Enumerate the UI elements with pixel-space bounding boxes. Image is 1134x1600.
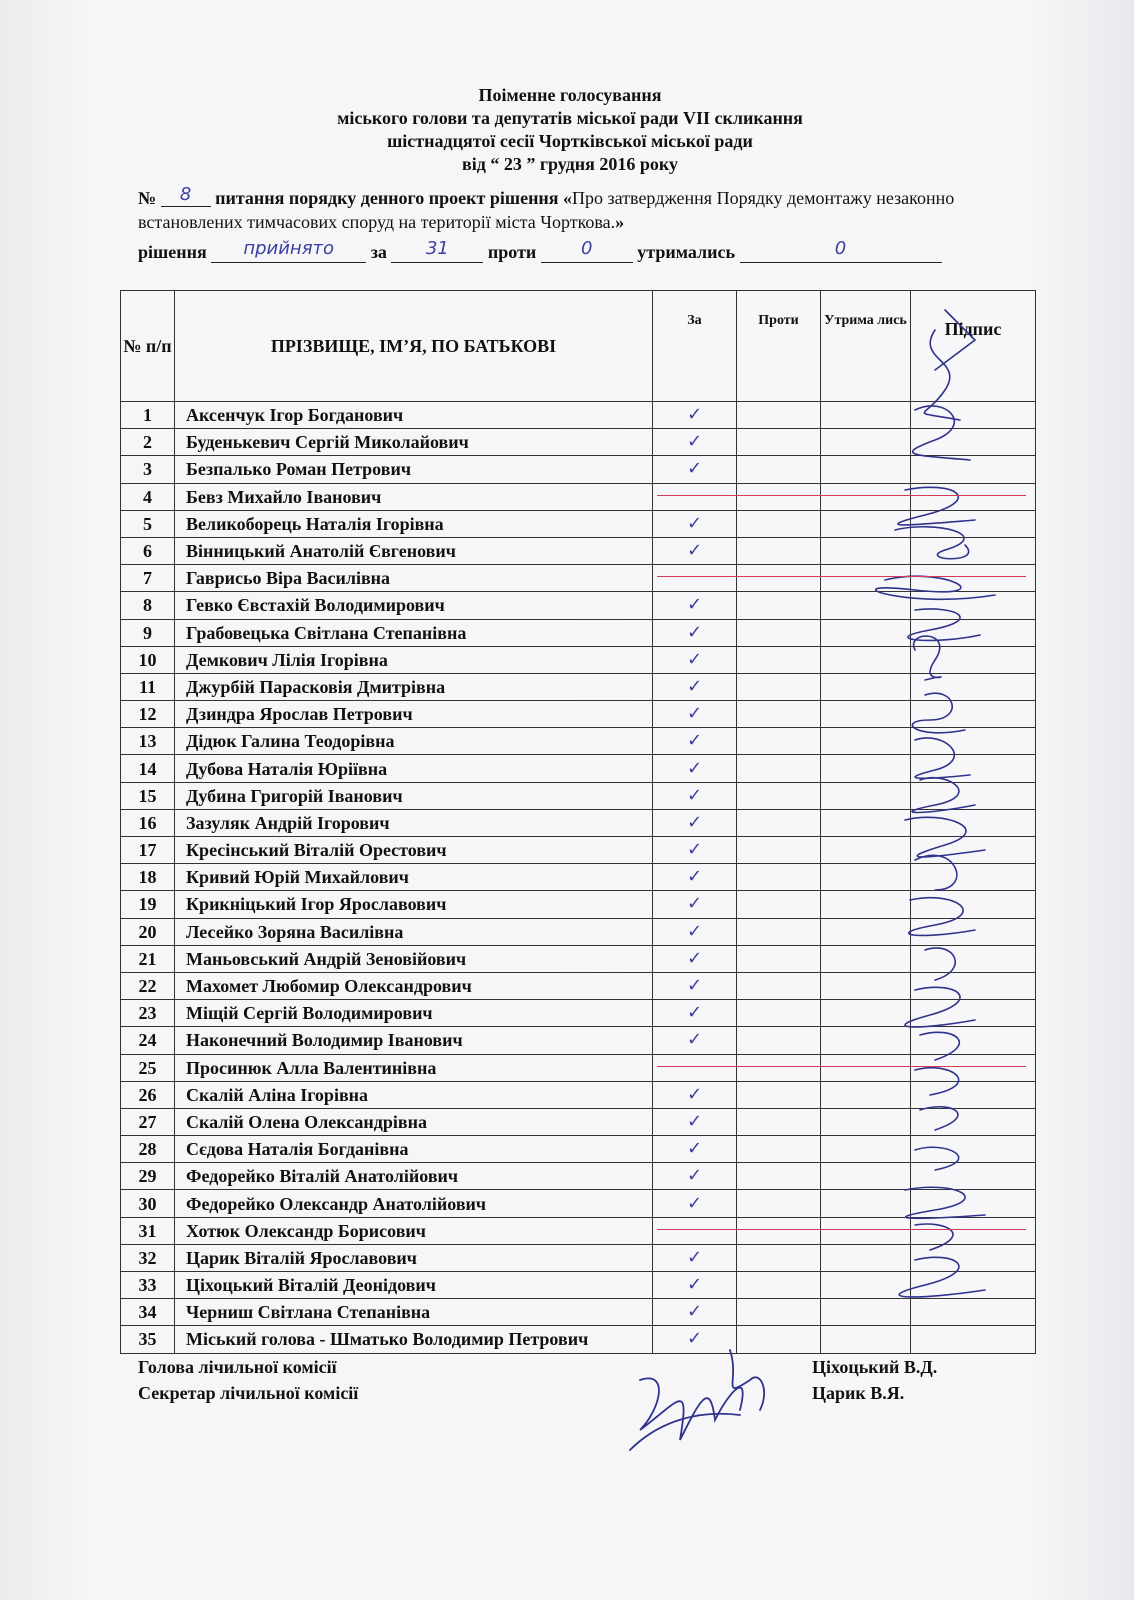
row-number: 23 [121, 1000, 175, 1027]
row-number: 24 [121, 1027, 175, 1054]
check-mark-icon: ✓ [686, 1192, 703, 1214]
row-number: 13 [121, 728, 175, 755]
vote-za-cell [653, 1190, 737, 1217]
proty-label: проти [487, 242, 537, 262]
vote-za-cell [653, 619, 737, 646]
check-mark-icon: ✓ [686, 1002, 703, 1024]
vote-za-cell [653, 1272, 737, 1299]
check-mark-icon: ✓ [686, 1274, 703, 1296]
check-mark-icon: ✓ [686, 811, 703, 833]
check-mark-icon: ✓ [686, 703, 703, 725]
vote-proty-cell [737, 782, 821, 809]
deputy-name: Царик Віталій Ярославович [175, 1244, 653, 1271]
commission-signatures-image [620, 1340, 790, 1460]
row-number: 18 [121, 864, 175, 891]
deputy-name: Зазуляк Андрій Ігорович [175, 809, 653, 836]
row-number: 31 [121, 1217, 175, 1244]
deputy-name: Міський голова - Шматько Володимир Петрович [175, 1326, 653, 1353]
check-mark-icon: ✓ [686, 404, 703, 426]
row-number: 4 [121, 483, 175, 510]
vote-za-cell [653, 891, 737, 918]
check-mark-icon: ✓ [686, 893, 703, 915]
absent-strike-line [657, 495, 1026, 496]
vote-za-cell [653, 864, 737, 891]
row-number: 5 [121, 510, 175, 537]
vote-za-cell [653, 1054, 737, 1081]
row-number: 21 [121, 945, 175, 972]
vote-proty-cell [737, 1081, 821, 1108]
row-number: 19 [121, 891, 175, 918]
row-number: 12 [121, 701, 175, 728]
deputy-name: Аксенчук Ігор Богданович [175, 402, 653, 429]
vote-za-cell [653, 1217, 737, 1244]
vote-za-cell [653, 673, 737, 700]
vote-proty-cell [737, 1054, 821, 1081]
vote-za-cell [653, 402, 737, 429]
absent-strike-line [657, 1229, 1026, 1230]
row-number: 26 [121, 1081, 175, 1108]
vote-proty-cell [737, 1108, 821, 1135]
check-mark-icon: ✓ [686, 1110, 703, 1132]
vote-proty-cell [737, 1000, 821, 1027]
vote-proty-cell [737, 673, 821, 700]
vote-za-cell [653, 918, 737, 945]
deputy-name: Гаврисьо Віра Василівна [175, 565, 653, 592]
check-mark-icon: ✓ [686, 458, 703, 480]
row-number: 25 [121, 1054, 175, 1081]
deputy-name: Крикніцький Ігор Ярославович [175, 891, 653, 918]
vote-za-cell [653, 837, 737, 864]
check-mark-icon: ✓ [686, 920, 703, 942]
row-number: 32 [121, 1244, 175, 1271]
deputy-name: Скалій Олена Олександрівна [175, 1108, 653, 1135]
row-number: 14 [121, 755, 175, 782]
row-number: 1 [121, 402, 175, 429]
deputy-name: Хотюк Олександр Борисович [175, 1217, 653, 1244]
vote-proty-cell [737, 972, 821, 999]
za-label: за [370, 242, 387, 262]
row-number: 16 [121, 809, 175, 836]
col-header-name: ПРІЗВИЩЕ, ІМ’Я, ПО БАТЬКОВІ [175, 291, 653, 402]
check-mark-icon: ✓ [686, 675, 703, 697]
vote-za-cell [653, 945, 737, 972]
header-line-3: шістнадцятої сесії Чортківської міської ради [387, 131, 753, 151]
vote-proty-cell [737, 701, 821, 728]
utr-value: 0 [834, 238, 847, 259]
deputy-name: Махомет Любомир Олександрович [175, 972, 653, 999]
chair-label: Голова лічильної комісії [138, 1357, 337, 1377]
deputy-name: Лесейко Зоряна Василівна [175, 918, 653, 945]
vote-za-cell [653, 1244, 737, 1271]
vote-proty-cell [737, 918, 821, 945]
row-number: 27 [121, 1108, 175, 1135]
agenda-item [138, 186, 1028, 234]
decision-line [138, 238, 1028, 263]
vote-proty-cell [737, 1190, 821, 1217]
proty-field [541, 238, 633, 263]
check-mark-icon: ✓ [686, 975, 703, 997]
za-value: 31 [425, 238, 449, 259]
vote-proty-cell [737, 837, 821, 864]
vote-za-cell [653, 809, 737, 836]
item-text-end: » [615, 212, 625, 232]
row-number: 34 [121, 1299, 175, 1326]
item-number-value: 8 [179, 184, 192, 205]
absent-strike-line [657, 576, 1026, 577]
decision-value: прийнято [243, 238, 335, 259]
vote-proty-cell [737, 755, 821, 782]
vote-proty-cell [737, 891, 821, 918]
vote-proty-cell [737, 483, 821, 510]
utr-field [740, 238, 942, 263]
commission-labels [138, 1354, 358, 1406]
deputy-name: Маньовський Андрій Зеновійович [175, 945, 653, 972]
proty-value: 0 [581, 238, 593, 259]
col-header-sign: Підпис [911, 291, 1036, 402]
check-mark-icon: ✓ [686, 1029, 703, 1051]
vote-proty-cell [737, 809, 821, 836]
check-mark-icon: ✓ [686, 1138, 703, 1160]
row-number: 9 [121, 619, 175, 646]
deputy-name: Сєдова Наталія Богданівна [175, 1136, 653, 1163]
vote-za-cell [653, 1136, 737, 1163]
item-text: Про затвердження Порядку демонтажу незаконно встановлених тимчасових споруд на території міста Чорткова. [138, 188, 955, 232]
utr-label: утримались [637, 242, 735, 262]
vote-za-cell [653, 782, 737, 809]
secretary-label: Секретар лічильної комісії [138, 1383, 359, 1403]
decision-field [211, 238, 366, 263]
deputy-name: Федорейко Олександр Анатолійович [175, 1190, 653, 1217]
row-number: 30 [121, 1190, 175, 1217]
deputy-name: Міщій Сергій Володимирович [175, 1000, 653, 1027]
vote-za-cell [653, 728, 737, 755]
vote-za-cell [653, 1081, 737, 1108]
row-number: 3 [121, 456, 175, 483]
vote-proty-cell [737, 510, 821, 537]
vote-za-cell [653, 592, 737, 619]
vote-proty-cell [737, 646, 821, 673]
check-mark-icon: ✓ [686, 648, 703, 670]
vote-za-cell [653, 972, 737, 999]
vote-za-cell [653, 646, 737, 673]
header-line-2: міського голови та депутатів міської ради VII скликання [337, 108, 803, 128]
vote-za-cell [653, 1000, 737, 1027]
check-mark-icon: ✓ [686, 431, 703, 453]
vote-proty-cell [737, 456, 821, 483]
deputy-name: Кривий Юрій Михайлович [175, 864, 653, 891]
deputy-name: Безпалько Роман Петрович [175, 456, 653, 483]
vote-za-cell [653, 456, 737, 483]
check-mark-icon: ✓ [686, 757, 703, 779]
signatures-column-image [875, 300, 1025, 1340]
deputy-name: Черниш Світлана Степанівна [175, 1299, 653, 1326]
check-mark-icon: ✓ [686, 1083, 703, 1105]
row-number: 2 [121, 429, 175, 456]
row-number: 8 [121, 592, 175, 619]
vote-proty-cell [737, 565, 821, 592]
deputy-name: Великоборець Наталія Ігорівна [175, 510, 653, 537]
vote-proty-cell [737, 402, 821, 429]
check-mark-icon: ✓ [686, 621, 703, 643]
deputy-name: Бевз Михайло Іванович [175, 483, 653, 510]
check-mark-icon: ✓ [686, 512, 703, 534]
header-title: Поіменне голосування [478, 85, 662, 105]
check-mark-icon: ✓ [686, 1328, 703, 1350]
row-number: 29 [121, 1163, 175, 1190]
deputy-name: Просинюк Алла Валентинівна [175, 1054, 653, 1081]
check-mark-icon: ✓ [686, 866, 703, 888]
vote-proty-cell [737, 429, 821, 456]
vote-za-cell [653, 701, 737, 728]
vote-proty-cell [737, 619, 821, 646]
vote-proty-cell [737, 1299, 821, 1326]
row-number: 11 [121, 673, 175, 700]
row-number: 15 [121, 782, 175, 809]
deputy-name: Ціхоцький Віталій Деонідович [175, 1272, 653, 1299]
vote-proty-cell [737, 1136, 821, 1163]
document-header [120, 84, 1020, 176]
deputy-name: Грабовецька Світлана Степанівна [175, 619, 653, 646]
deputy-name: Вінницький Анатолій Євгенович [175, 537, 653, 564]
vote-proty-cell [737, 537, 821, 564]
vote-za-cell [653, 1108, 737, 1135]
check-mark-icon: ✓ [686, 540, 703, 562]
item-number-label: № [138, 188, 157, 208]
decision-label: рішення [138, 242, 207, 262]
deputy-name: Джурбій Парасковія Дмитрівна [175, 673, 653, 700]
row-number: 33 [121, 1272, 175, 1299]
item-number-field [161, 186, 211, 207]
vote-proty-cell [737, 945, 821, 972]
check-mark-icon: ✓ [686, 1301, 703, 1323]
vote-za-cell [653, 429, 737, 456]
vote-za-cell [653, 1299, 737, 1326]
row-number: 20 [121, 918, 175, 945]
row-number: 17 [121, 837, 175, 864]
check-mark-icon: ✓ [686, 839, 703, 861]
check-mark-icon: ✓ [686, 784, 703, 806]
check-mark-icon: ✓ [686, 947, 703, 969]
col-header-utr: Утрима лись [821, 291, 911, 402]
absent-strike-line [657, 1066, 1026, 1067]
deputy-name: Федорейко Віталій Анатолійович [175, 1163, 653, 1190]
deputy-name: Кресінський Віталій Орестович [175, 837, 653, 864]
vote-za-cell [653, 510, 737, 537]
row-number: 22 [121, 972, 175, 999]
vote-za-cell [653, 537, 737, 564]
deputy-name: Гевко Євстахій Володимирович [175, 592, 653, 619]
col-header-za: За [653, 291, 737, 402]
vote-proty-cell [737, 1272, 821, 1299]
chair-name: Ціхоцький В.Д. [812, 1357, 938, 1377]
vote-proty-cell [737, 1163, 821, 1190]
za-field [391, 238, 483, 263]
vote-proty-cell [737, 1027, 821, 1054]
vote-za-cell [653, 483, 737, 510]
deputy-name: Наконечний Володимир Іванович [175, 1027, 653, 1054]
deputy-name: Дубова Наталія Юріївна [175, 755, 653, 782]
deputy-name: Скалій Аліна Ігорівна [175, 1081, 653, 1108]
deputy-name: Дубина Григорій Іванович [175, 782, 653, 809]
vote-proty-cell [737, 592, 821, 619]
vote-za-cell [653, 565, 737, 592]
row-number: 6 [121, 537, 175, 564]
check-mark-icon: ✓ [686, 1246, 703, 1268]
vote-proty-cell [737, 1244, 821, 1271]
col-header-num: № п/п [121, 291, 175, 402]
item-text-bold: питання порядку денного проект рішення « [215, 188, 573, 208]
check-mark-icon: ✓ [686, 730, 703, 752]
row-number: 7 [121, 565, 175, 592]
check-mark-icon: ✓ [686, 1165, 703, 1187]
commission-names [812, 1354, 937, 1406]
vote-za-cell [653, 1027, 737, 1054]
vote-za-cell [653, 1163, 737, 1190]
col-header-proty: Проти [737, 291, 821, 402]
row-number: 28 [121, 1136, 175, 1163]
vote-proty-cell [737, 1217, 821, 1244]
row-number: 10 [121, 646, 175, 673]
deputy-name: Дзиндра Ярослав Петрович [175, 701, 653, 728]
check-mark-icon: ✓ [686, 594, 703, 616]
vote-proty-cell [737, 864, 821, 891]
header-date: від “ 23 ” грудня 2016 року [462, 154, 678, 174]
vote-proty-cell [737, 728, 821, 755]
deputy-name: Дідюк Галина Теодорівна [175, 728, 653, 755]
row-number: 35 [121, 1326, 175, 1353]
vote-za-cell [653, 755, 737, 782]
secretary-name: Царик В.Я. [812, 1383, 905, 1403]
deputy-name: Демкович Лілія Ігорівна [175, 646, 653, 673]
deputy-name: Буденькевич Сергій Миколайович [175, 429, 653, 456]
